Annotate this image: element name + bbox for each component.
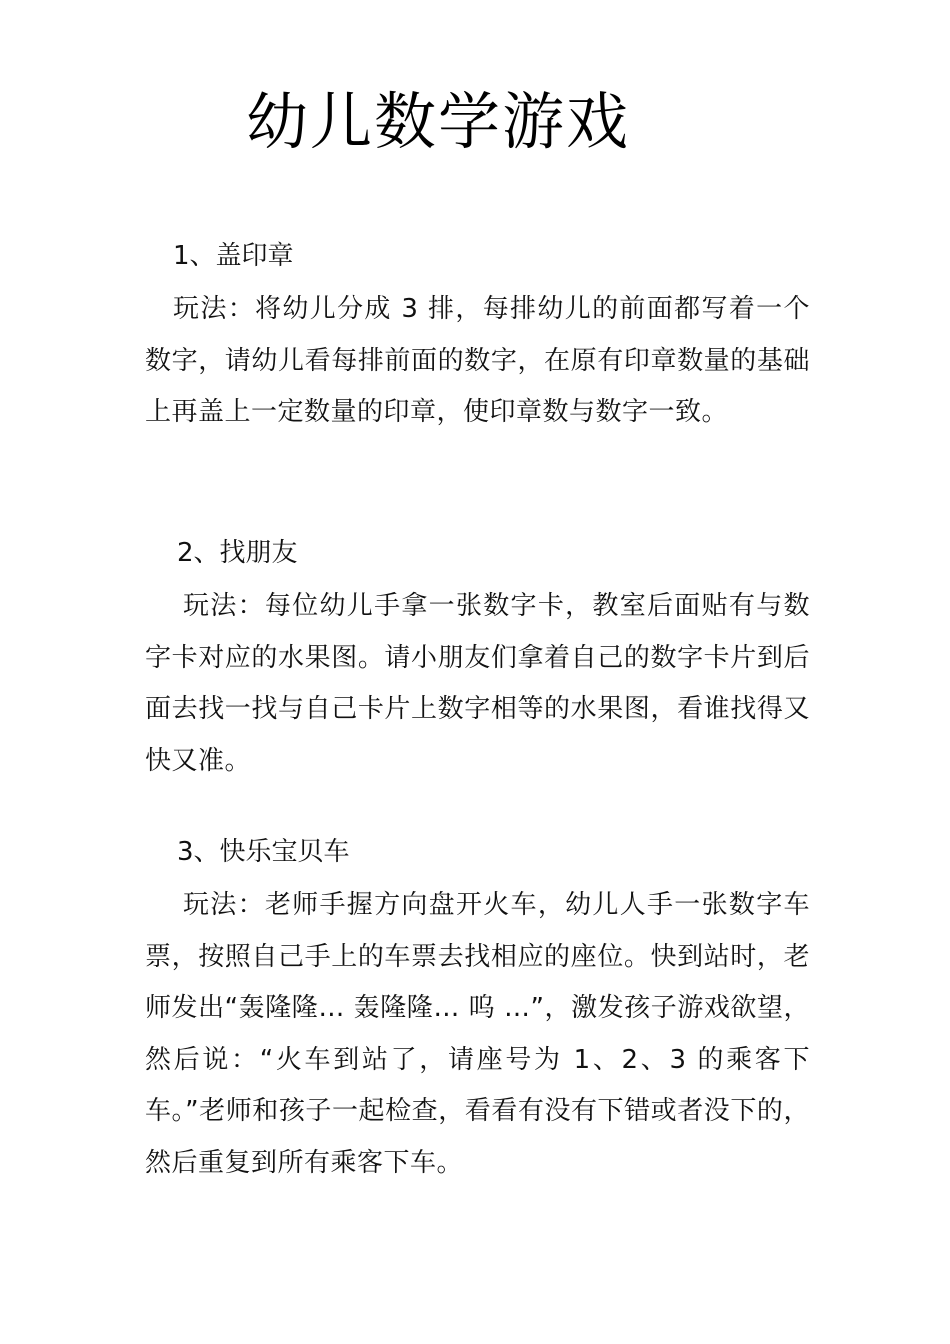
- section-heading: 3、快乐宝贝车: [177, 837, 350, 867]
- section-happy-train-game: [145, 836, 810, 1189]
- section-heading: 1、盖印章: [173, 241, 294, 271]
- section-heading: 2、找朋友: [177, 538, 298, 568]
- section-stamp-game: [145, 240, 810, 439]
- section-find-friends-game: [145, 537, 810, 787]
- section-body: 玩法：将幼儿分成 3 排，每排幼儿的前面都写着一个数字，请幼儿看每排前面的数字，在原有印章数量的基础上再盖上一定数量的印章，使印章数与数字一致。: [145, 294, 810, 427]
- section-body: 玩法：老师手握方向盘开火车，幼儿人手一张数字车票，按照自己手上的车票去找相应的座位。快到站时，老师发出“轰隆隆… 轰隆隆… 呜 …”，激发孩子游戏欲望，然后说：“火车到站了，请座号为 1、2、3 的乘客下车。”老师和孩子一起检查，看看有没有下错或者没下的，然后重复到所有乘客下车。: [145, 890, 810, 1178]
- section-body: 玩法：每位幼儿手拿一张数字卡，教室后面贴有与数字卡对应的水果图。请小朋友们拿着自己的数字卡片到后面去找一找与自己卡片上数字相等的水果图，看谁找得又快又准。: [145, 591, 810, 776]
- document-title: 幼儿数学游戏: [246, 85, 631, 158]
